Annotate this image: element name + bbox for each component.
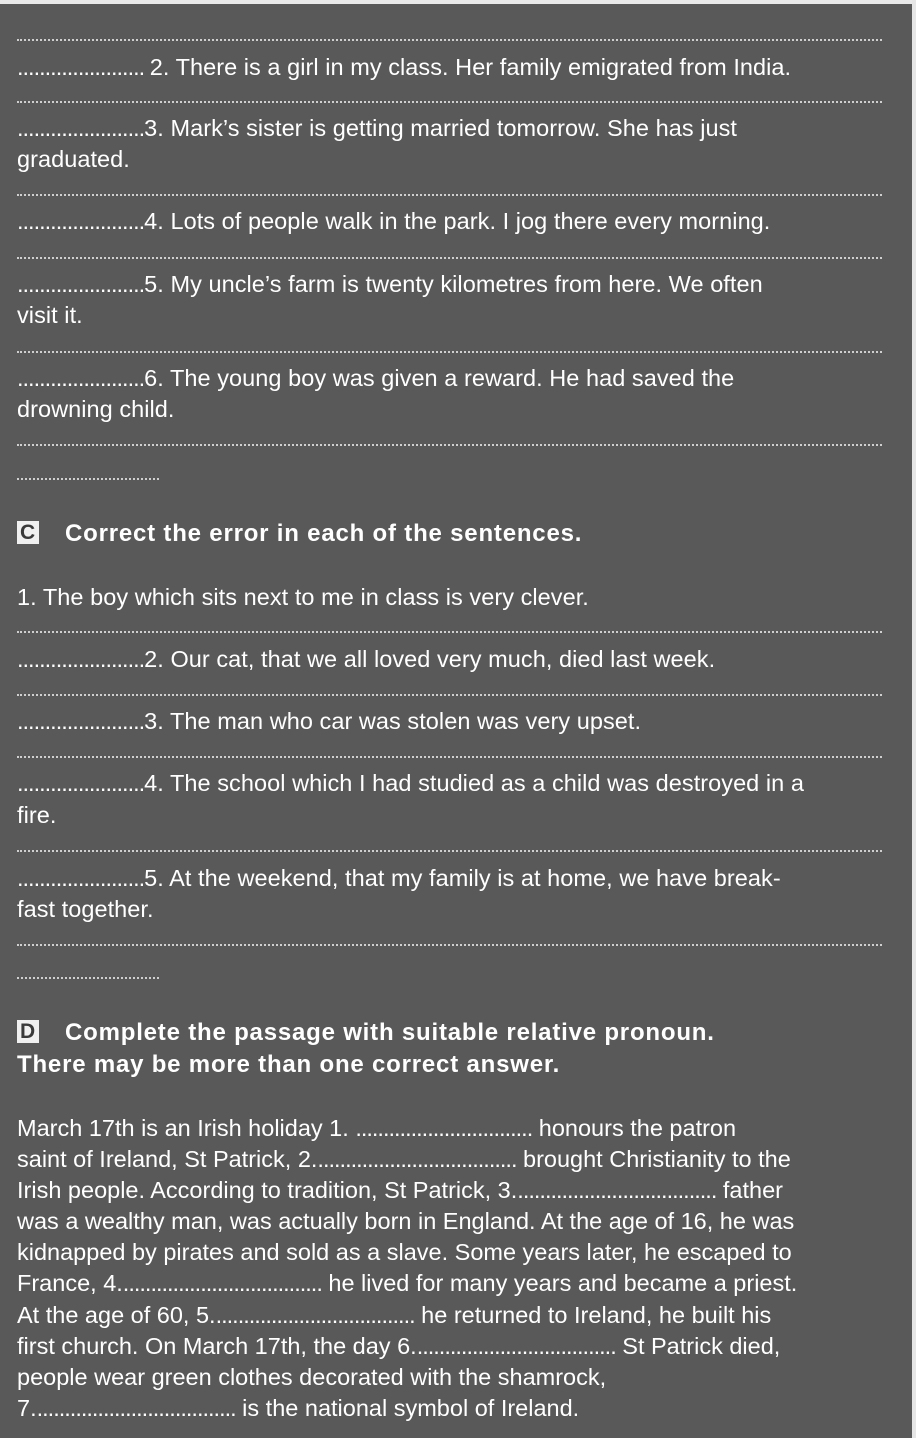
exercise-item-continued: visit it. — [17, 302, 83, 328]
answer-blank[interactable]: ....................... — [17, 770, 145, 796]
answer-blank[interactable]: ....................... — [17, 115, 145, 141]
answer-line[interactable] — [17, 351, 882, 353]
exercise-item: .......................6. The young boy was given a reward. He had saved the — [17, 365, 735, 391]
exercise-item: ....................... 2. There is a girl in my class. Her family emigrated from India. — [17, 54, 792, 80]
exercise-item: .......................2. Our cat, that we all loved very much, died last week. — [17, 646, 716, 672]
answer-blank[interactable]: ....................... — [17, 865, 145, 891]
right-border — [912, 0, 916, 1438]
answer-line[interactable] — [17, 257, 882, 259]
exercise-item: .......................3. Mark’s sister is getting married tomorrow. She has just — [17, 115, 737, 141]
gap-4[interactable]: .................................... — [122, 1270, 322, 1297]
gap-2[interactable]: .................................... — [317, 1146, 517, 1173]
exercise-item: .......................5. At the weekend, that my family is at home, we have break- — [17, 865, 781, 891]
answer-line[interactable] — [17, 631, 882, 633]
gap-7[interactable]: .................................... — [36, 1394, 236, 1421]
answer-line[interactable] — [17, 944, 882, 946]
section-c-badge: C — [17, 521, 39, 544]
exercise-item: .......................4. Lots of people walk in the park. I jog there every morning. — [17, 208, 771, 234]
exercise-item-continued: graduated. — [17, 146, 130, 172]
gap-5[interactable]: .................................... — [215, 1301, 415, 1328]
answer-line[interactable] — [17, 194, 882, 196]
answer-line[interactable] — [17, 444, 882, 446]
answer-line[interactable] — [17, 694, 882, 696]
gap-6[interactable]: .................................... — [416, 1332, 616, 1359]
cloze-passage: March 17th is an Irish holiday 1. ................................ honours the patron saint of Ireland, St Patrick, 2..................................... brought Christianity to the Irish people. According to tradition, St Patrick, 3..................................... father was a wealthy man, was actually born in England. At the age of 16, he was kidnapped by pirates and sold as a slave. Some years later, he escaped to France, 4..................................... he lived for many years and became a priest. At the age of 60, 5..................................... he returned to Ireland, he built his first church. On March 17th, the day 6..................................... St Patrick died, people wear green clothes decorated with the shamrock, 7..................................... is the national symbol of Ireland. — [17, 1115, 798, 1421]
exercise-item: .......................4. The school which I had studied as a child was destroyed in a — [17, 770, 804, 796]
section-d-heading — [17, 1017, 715, 1049]
answer-blank[interactable]: ....................... — [17, 54, 150, 80]
section-d-title-line2: There may be more than one correct answer. — [17, 1051, 561, 1078]
answer-blank[interactable]: ....................... — [17, 208, 145, 234]
gap-1[interactable]: ................................ — [355, 1115, 533, 1141]
exercise-item-continued: fast together. — [17, 896, 154, 922]
answer-line[interactable] — [17, 478, 159, 480]
answer-line[interactable] — [17, 850, 882, 852]
exercise-item-continued: fire. — [17, 802, 57, 828]
answer-line[interactable] — [17, 756, 882, 758]
answer-blank[interactable]: ....................... — [17, 271, 145, 297]
answer-line[interactable] — [17, 101, 882, 103]
section-c-title: Correct the error in each of the sentences. — [65, 520, 583, 547]
answer-line[interactable] — [17, 977, 159, 979]
answer-blank[interactable]: ....................... — [17, 365, 145, 391]
answer-line[interactable] — [17, 39, 882, 41]
exercise-item: .......................5. My uncle’s farm is twenty kilometres from here. We often — [17, 271, 763, 297]
answer-blank[interactable]: ....................... — [17, 646, 145, 672]
answer-blank[interactable]: ....................... — [17, 708, 145, 734]
exercise-item: 1. The boy which sits next to me in class is very clever. — [17, 584, 589, 610]
exercise-item: .......................3. The man who car was stolen was very upset. — [17, 708, 642, 734]
section-c-heading — [17, 518, 582, 550]
exercise-item-continued: drowning child. — [17, 396, 175, 422]
section-d-badge: D — [17, 1020, 39, 1043]
gap-3[interactable]: .................................... — [517, 1177, 717, 1204]
section-d-title: Complete the passage with suitable relative pronoun. — [65, 1019, 715, 1046]
top-border — [0, 0, 916, 4]
